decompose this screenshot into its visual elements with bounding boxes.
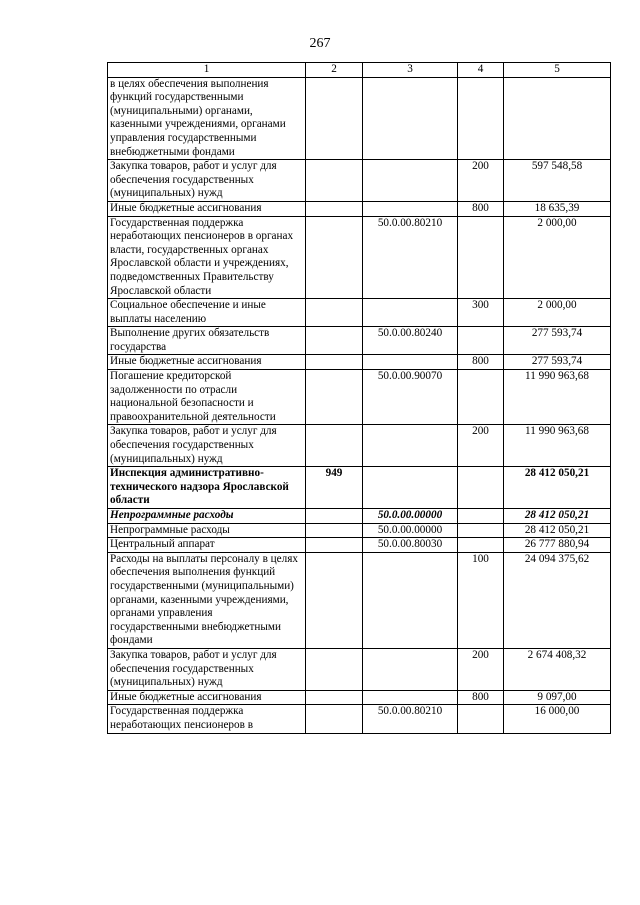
table-cell	[363, 77, 458, 160]
table-cell: Непрограммные расходы	[108, 523, 306, 538]
table-cell	[458, 705, 504, 733]
table-cell	[363, 160, 458, 202]
table-cell	[458, 523, 504, 538]
table-row	[108, 327, 611, 355]
table-cell: Центральный аппарат	[108, 538, 306, 553]
table-cell: 28 412 050,21	[504, 467, 611, 509]
table-row	[108, 552, 611, 648]
table-cell	[306, 538, 363, 553]
table-row	[108, 355, 611, 370]
column-header: 2	[306, 63, 363, 78]
table-cell	[306, 552, 363, 648]
table-cell	[458, 370, 504, 425]
table-cell: 300	[458, 299, 504, 327]
table-cell	[306, 160, 363, 202]
table-cell: 2 000,00	[504, 299, 611, 327]
table-cell: 800	[458, 690, 504, 705]
table-cell	[306, 370, 363, 425]
table-cell: 200	[458, 648, 504, 690]
table-cell	[458, 538, 504, 553]
table-row	[108, 77, 611, 160]
table-cell: 277 593,74	[504, 355, 611, 370]
table-cell: 50.0.00.00000	[363, 509, 458, 524]
table-cell	[363, 552, 458, 648]
table-row	[108, 705, 611, 733]
table-cell: 50.0.00.80210	[363, 216, 458, 299]
column-header: 5	[504, 63, 611, 78]
table-cell	[363, 690, 458, 705]
table-cell	[306, 355, 363, 370]
table-cell: Инспекция административно-технического надзора Ярославской области	[108, 467, 306, 509]
table-row	[108, 216, 611, 299]
table-cell: 200	[458, 425, 504, 467]
column-header: 1	[108, 63, 306, 78]
table-row	[108, 690, 611, 705]
table-cell: Погашение кредиторской задолженности по отрасли национальной безопасности и правоохранительной деятельности	[108, 370, 306, 425]
table-cell: в целях обеспечения выполнения функций государственными (муниципальными) органами, казенными учреждениями, органами управления государственными внебюджетными фондами	[108, 77, 306, 160]
table-cell: 200	[458, 160, 504, 202]
table-cell: 11 990 963,68	[504, 370, 611, 425]
table-cell	[306, 299, 363, 327]
table-cell	[306, 509, 363, 524]
table-cell: 50.0.00.80240	[363, 327, 458, 355]
table-cell: Государственная поддержка неработающих пенсионеров в	[108, 705, 306, 733]
table-cell: 16 000,00	[504, 705, 611, 733]
table-cell: 18 635,39	[504, 201, 611, 216]
table-cell: 24 094 375,62	[504, 552, 611, 648]
table-cell	[504, 77, 611, 160]
table-cell: Закупка товаров, работ и услуг для обеспечения государственных (муниципальных) нужд	[108, 160, 306, 202]
table-row	[108, 509, 611, 524]
table-cell: Расходы на выплаты персоналу в целях обеспечения выполнения функций государственными (муниципальными) органами, казенными учреждениями, органами управления государственными внебюджетными фондами	[108, 552, 306, 648]
table-cell: 50.0.00.80210	[363, 705, 458, 733]
table-cell: 800	[458, 355, 504, 370]
table-cell: 11 990 963,68	[504, 425, 611, 467]
table-cell	[306, 705, 363, 733]
table-cell	[363, 299, 458, 327]
table-row	[108, 160, 611, 202]
table-row	[108, 370, 611, 425]
table-cell: Закупка товаров, работ и услуг для обеспечения государственных (муниципальных) нужд	[108, 648, 306, 690]
table-cell: Непрограммные расходы	[108, 509, 306, 524]
table-cell	[306, 523, 363, 538]
table-cell: 9 097,00	[504, 690, 611, 705]
table-row	[108, 425, 611, 467]
table-cell: 597 548,58	[504, 160, 611, 202]
table-cell	[363, 425, 458, 467]
table-cell: Иные бюджетные ассигнования	[108, 355, 306, 370]
table-cell: 100	[458, 552, 504, 648]
table-cell: 26 777 880,94	[504, 538, 611, 553]
table-cell	[306, 77, 363, 160]
table-cell	[306, 327, 363, 355]
table-cell	[306, 648, 363, 690]
table-cell	[306, 216, 363, 299]
table-cell	[363, 648, 458, 690]
table-cell	[458, 216, 504, 299]
table-cell	[363, 355, 458, 370]
table-cell: 2 674 408,32	[504, 648, 611, 690]
table-cell: 28 412 050,21	[504, 509, 611, 524]
table-row	[108, 523, 611, 538]
table-row	[108, 467, 611, 509]
table-cell: 28 412 050,21	[504, 523, 611, 538]
table-cell: 50.0.00.90070	[363, 370, 458, 425]
table-cell: 949	[306, 467, 363, 509]
table-cell: Иные бюджетные ассигнования	[108, 690, 306, 705]
table-cell: 277 593,74	[504, 327, 611, 355]
table-cell	[458, 467, 504, 509]
column-header: 3	[363, 63, 458, 78]
table-cell	[306, 201, 363, 216]
table-cell: 800	[458, 201, 504, 216]
page-number: 267	[309, 36, 331, 51]
table-cell: 50.0.00.80030	[363, 538, 458, 553]
table-cell	[306, 690, 363, 705]
table-row	[108, 538, 611, 553]
table-cell: Закупка товаров, работ и услуг для обеспечения государственных (муниципальных) нужд	[108, 425, 306, 467]
table-cell	[458, 509, 504, 524]
table-cell	[363, 201, 458, 216]
budget-table	[107, 62, 611, 734]
table-cell: Выполнение других обязательств государства	[108, 327, 306, 355]
table-cell	[363, 467, 458, 509]
table-cell	[306, 425, 363, 467]
table-header-row	[108, 63, 611, 78]
table-cell: Социальное обеспечение и иные выплаты населению	[108, 299, 306, 327]
column-header: 4	[458, 63, 504, 78]
table-row	[108, 201, 611, 216]
table-row	[108, 299, 611, 327]
table-cell: 50.0.00.00000	[363, 523, 458, 538]
table-cell: 2 000,00	[504, 216, 611, 299]
table-cell	[458, 327, 504, 355]
table-cell: Государственная поддержка неработающих пенсионеров в органах власти, государственных органах Ярославской области и учреждениях, подведомственных Правительству Ярославской области	[108, 216, 306, 299]
table-cell: Иные бюджетные ассигнования	[108, 201, 306, 216]
table-row	[108, 648, 611, 690]
table-cell	[458, 77, 504, 160]
